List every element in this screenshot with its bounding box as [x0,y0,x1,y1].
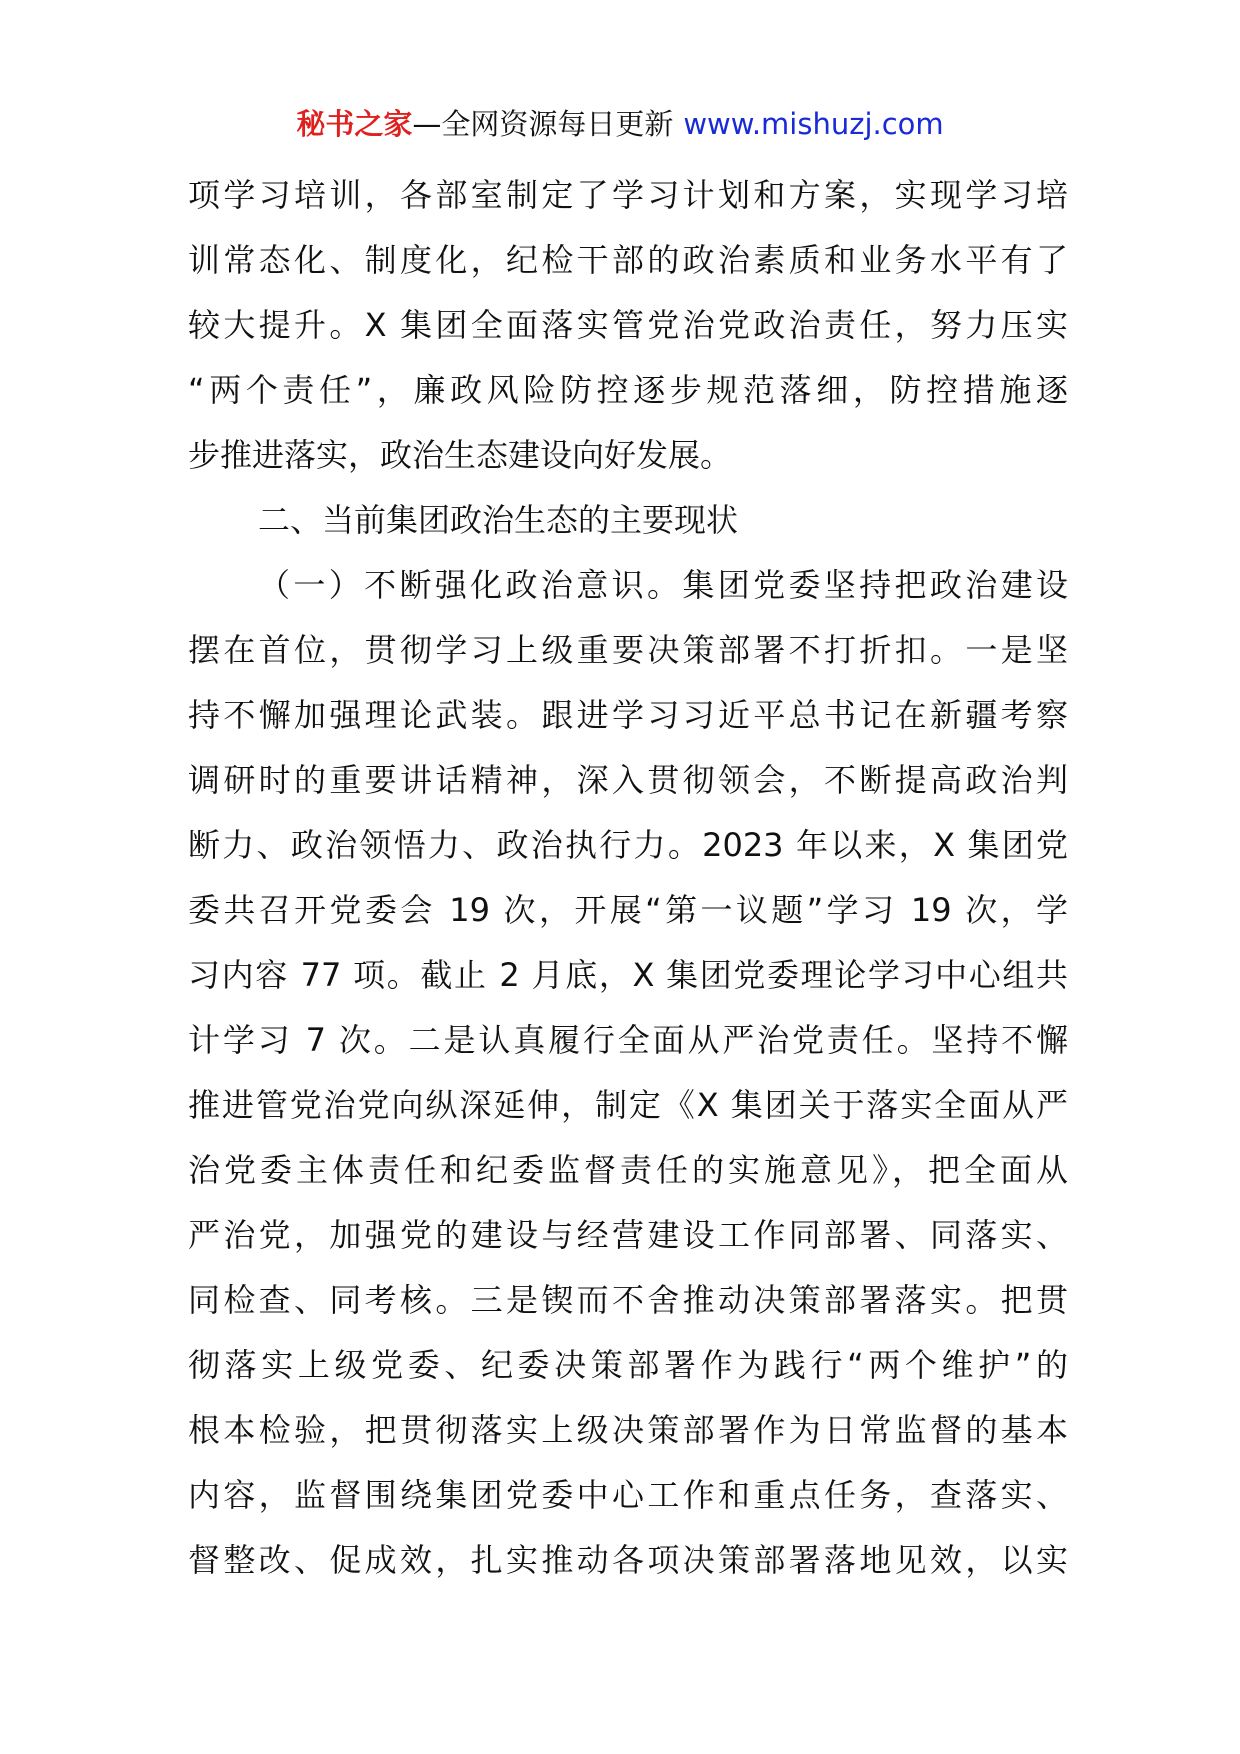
section-heading: 二、当前集团政治生态的主要现状 [258,501,739,539]
paragraph-line: 同检查、同考核。三是锲而不舍推动决策部署落实。把贯 [188,1281,1068,1319]
paragraph-line: 内容，监督围绕集团党委中心工作和重点任务，查落实、 [188,1476,1068,1514]
subsection-heading-line: （一）不断强化政治意识。集团党委坚持把政治建设 [258,566,1068,604]
paragraph-line: 训常态化、制度化，纪检干部的政治素质和业务水平有了 [188,241,1068,279]
paragraph-line: 推进管党治党向纵深延伸，制定《X 集团关于落实全面从严 [188,1086,1068,1124]
paragraph-line: 根本检验，把贯彻落实上级决策部署作为日常监督的基本 [188,1411,1068,1449]
paragraph-line: 督整改、促成效，扎实推动各项决策部署落地见效，以实 [188,1541,1068,1579]
document-body [188,163,1068,1593]
paragraph-line: 计学习 7 次。二是认真履行全面从严治党责任。坚持不懈 [188,1021,1068,1059]
paragraph-line: 步推进落实，政治生态建设向好发展。 [188,436,733,474]
header-tagline: —全网资源每日更新 [412,107,674,141]
paragraph-line: 项学习培训，各部室制定了学习计划和方案，实现学习培 [188,176,1068,214]
paragraph-line: 断力、政治领悟力、政治执行力。2023 年以来，X 集团党 [188,826,1068,864]
paragraph-line: 较大提升。X 集团全面落实管党治党政治责任，努力压实 [188,306,1068,344]
paragraph-line: 持不懈加强理论武装。跟进学习习近平总书记在新疆考察 [188,696,1068,734]
paragraph-line: 彻落实上级党委、纪委决策部署作为践行“两个维护”的 [188,1346,1068,1384]
paragraph-line: 治党委主体责任和纪委监督责任的实施意见》，把全面从 [188,1151,1068,1189]
paragraph-line: 严治党，加强党的建设与经营建设工作同部署、同落实、 [188,1216,1068,1254]
paragraph-line: 调研时的重要讲话精神，深入贯彻领会，不断提高政治判 [188,761,1068,799]
site-header [0,104,1240,144]
paragraph-line: 习内容 77 项。截止 2 月底，X 集团党委理论学习中心组共 [188,956,1068,994]
brand-name: 秘书之家 [296,107,413,141]
website-link[interactable]: www.mishuzj.com [683,107,944,141]
paragraph-line: 摆在首位，贯彻学习上级重要决策部署不打折扣。一是坚 [188,631,1068,669]
paragraph-line: 委共召开党委会 19 次，开展“第一议题”学习 19 次，学 [188,891,1068,929]
paragraph-line: “两个责任”，廉政风险防控逐步规范落细，防控措施逐 [188,371,1068,409]
